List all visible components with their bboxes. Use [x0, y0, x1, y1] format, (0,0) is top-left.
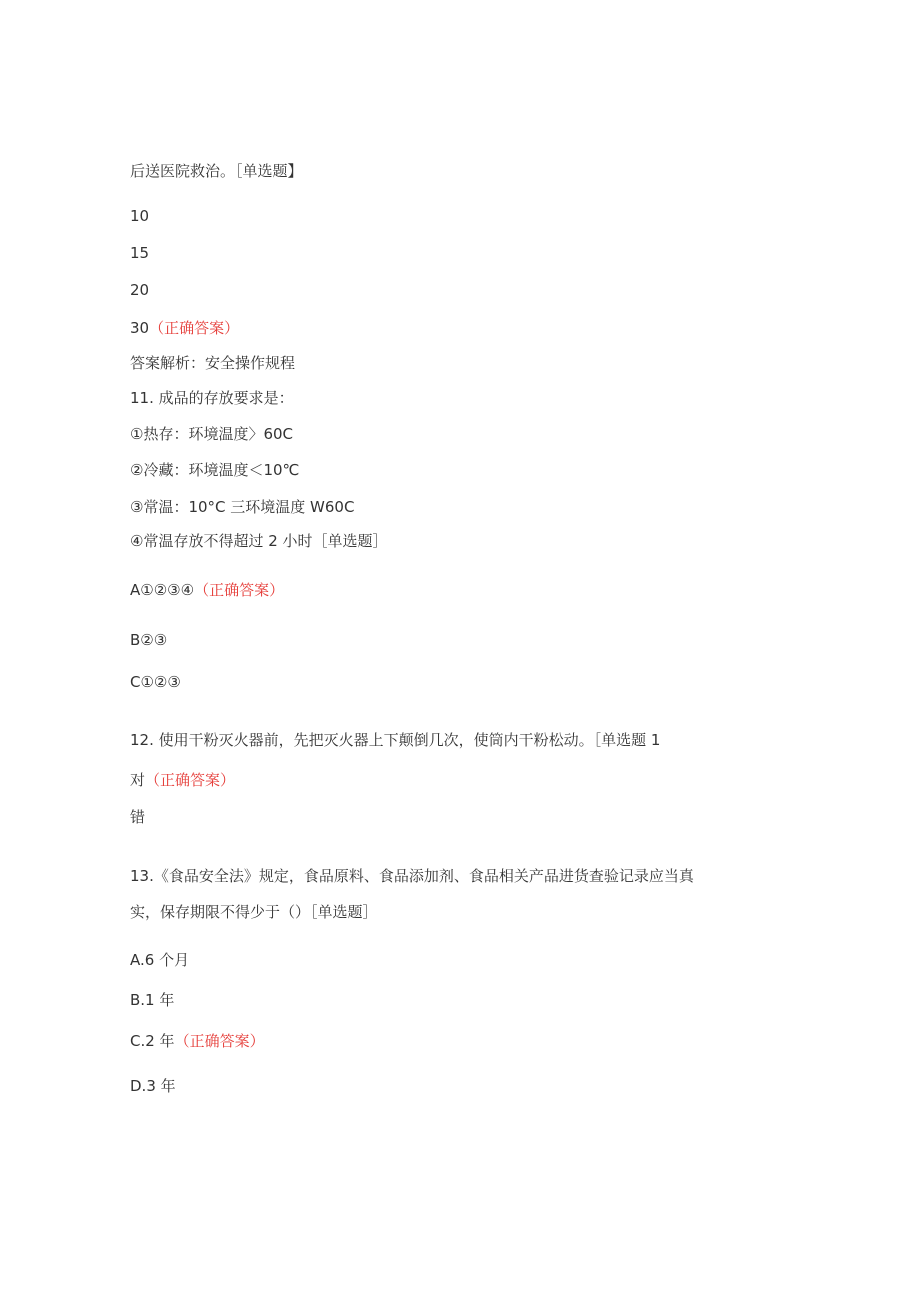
q10-option-d: [130, 318, 239, 338]
q11-condition-2: ②冷藏：环境温度＜10℃: [130, 461, 300, 479]
q11-option-b: B②③: [130, 631, 168, 649]
q13-correct-mark: （正确答案）: [174, 1032, 265, 1050]
q13-stem-line1: 13.《食品安全法》规定，食品原料、食品添加剂、食品相关产品进货查验记录应当真: [130, 867, 694, 885]
q11-condition-3: ③常温：10°C 三环境温度 W60C: [130, 498, 355, 516]
q10-option-d-text: 30: [130, 319, 150, 337]
q11-condition-1: ①热存：环境温度〉60C: [130, 425, 294, 443]
q11-option-c: C①②③: [130, 673, 181, 691]
q12-option-true: [130, 770, 235, 790]
q10-stem-tail: 后送医院救治。［单选题】: [130, 162, 303, 180]
q11-option-a: [130, 580, 284, 600]
q10-option-a: 10: [130, 207, 150, 225]
q13-option-b: B.1 年: [130, 991, 175, 1009]
q12-correct-mark: （正确答案）: [145, 771, 236, 789]
q12-option-true-text: 对: [130, 771, 146, 789]
q13-option-c: [130, 1031, 265, 1051]
q10-option-c: 20: [130, 281, 150, 299]
q11-option-a-text: A①②③④: [130, 581, 195, 599]
q11-correct-mark: （正确答案）: [194, 581, 285, 599]
q10-option-b: 15: [130, 244, 150, 262]
q13-stem-line2: 实，保存期限不得少于（）［单选题］: [130, 903, 378, 921]
q12-stem: 12. 使用干粉灭火器前，先把灭火器上下颠倒几次，使筒内干粉松动。［单选题 1: [130, 731, 661, 749]
q12-option-false: 错: [130, 808, 146, 826]
q10-analysis: 答案解析：安全操作规程: [130, 354, 296, 372]
q13-option-d: D.3 年: [130, 1077, 176, 1095]
q11-condition-4: ④常温存放不得超过 2 小时［单选题］: [130, 532, 388, 550]
q13-option-c-text: C.2 年: [130, 1032, 175, 1050]
q10-correct-mark: （正确答案）: [149, 319, 240, 337]
q13-option-a: A.6 个月: [130, 951, 190, 969]
q11-stem: 11. 成品的存放要求是：: [130, 389, 294, 407]
